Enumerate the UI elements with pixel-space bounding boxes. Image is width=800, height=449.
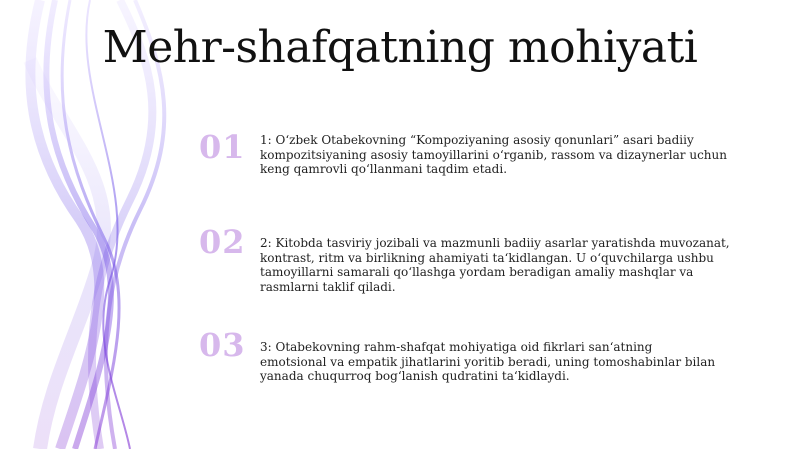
item-text-3: 3: Otabekovning rahm-shafqat mohiyatiga oid fikrlari san‘atning emotsional va empatik jihatlarini yoritib beradi, uning tomoshabinlar bilan yanada chuqurroq bog‘lanish qudratini ta‘kidlaydi. (260, 340, 716, 383)
item-text-1: 1: O‘zbek Otabekovning “Kompoziyaning asosiy qonunlari” asari badiiy kompozitsiyaning asosiy tamoyillarini o‘rganib, rassom va dizaynerlar uchun keng qamrovli qo‘llanmani taqdim etadi. (260, 133, 727, 176)
item-text-2: 2: Kitobda tasviriy jozibali va mazmunli badiiy asarlar yaratishda muvozanat, kontrast, ritm va birlikning ahamiyati ta‘kidlangan. U o‘quvchilarga ushbu tamoyillarni samarali qo‘llashga yordam beradigan amaliy mashqlar va rasmlarni taklif qiladi. (260, 236, 730, 294)
item-number-3: 03 (199, 326, 246, 364)
item-number-2: 02 (199, 223, 246, 261)
item-number-1: 01 (199, 128, 246, 166)
page-title: Mehr-shafqatning mohiyati (102, 22, 698, 73)
